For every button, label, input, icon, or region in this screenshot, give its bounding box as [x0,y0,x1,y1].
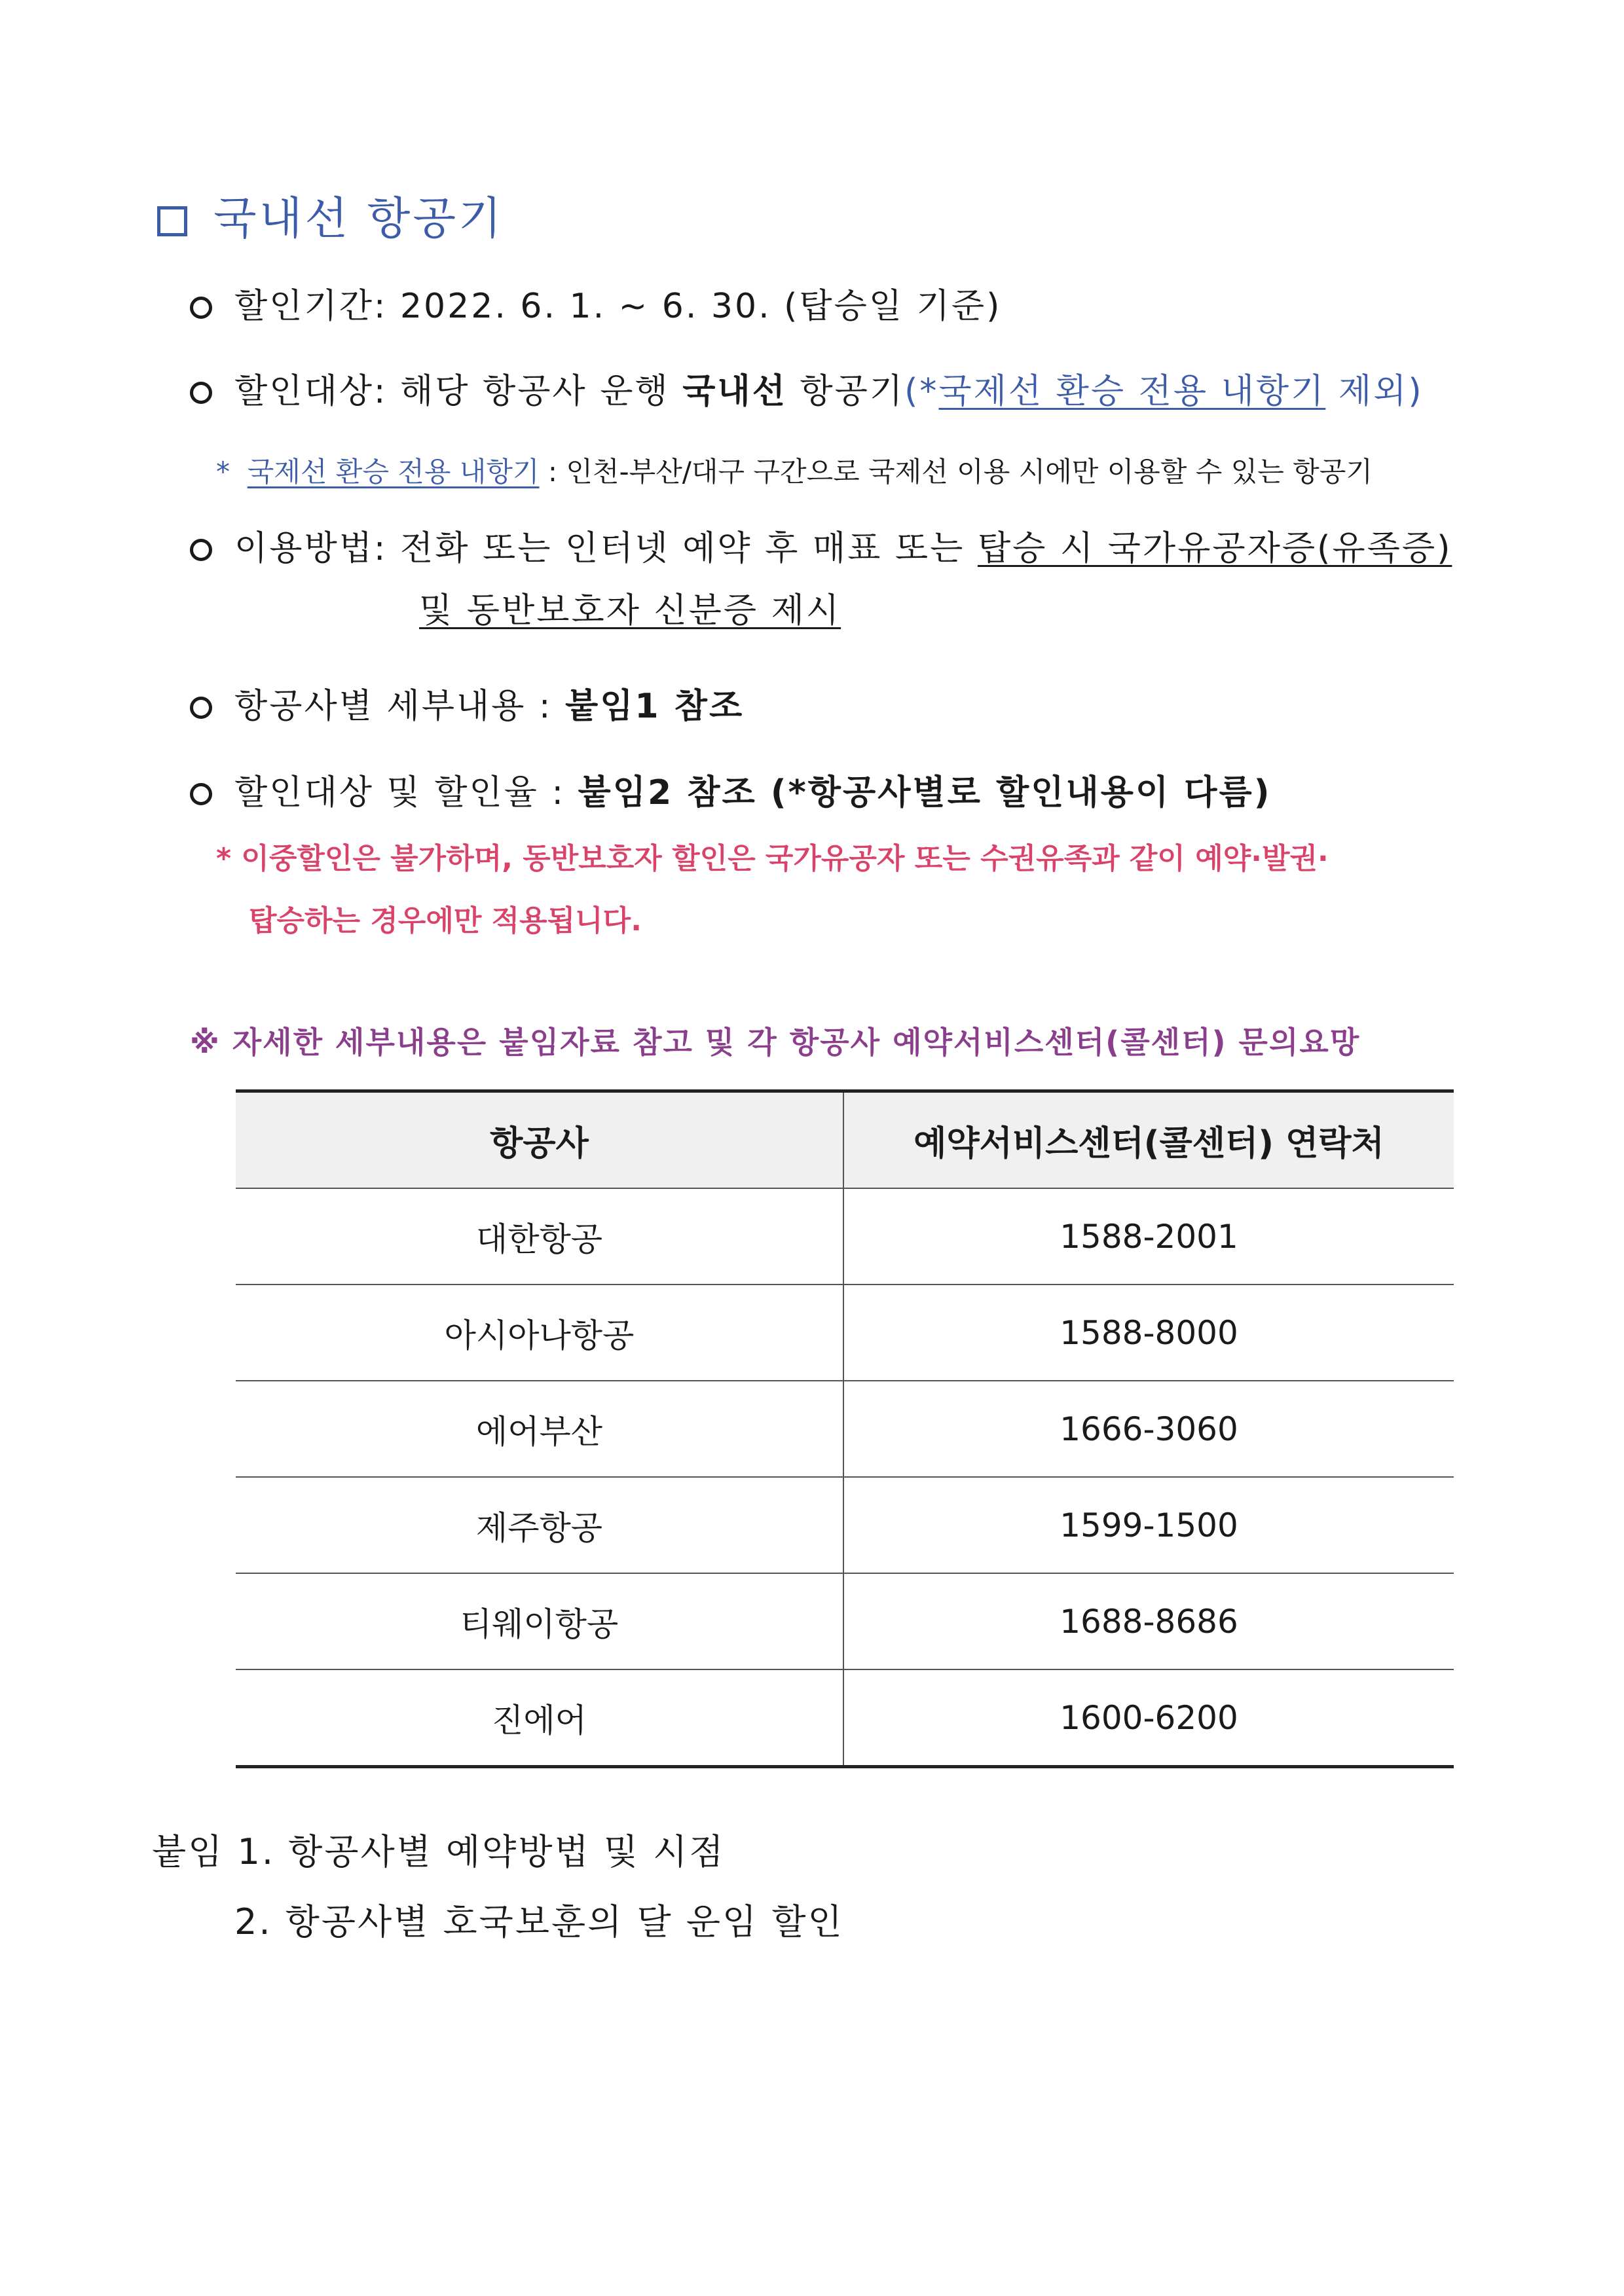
table-row [236,1381,1454,1477]
header-airline: 항공사 [236,1091,843,1189]
circle-bullet-icon [190,297,212,319]
bullet-period: 할인기간: 2022. 6. 1. ~ 6. 30. (탑승일 기준) [190,278,1001,327]
phone-cell: 1688-8686 [843,1573,1454,1669]
circle-bullet-icon [190,539,212,561]
footnote-transfer: * 국제선 환승 전용 내항기 : 인천-부산/대구 구간으로 국제선 이용 시에만 이용할 수 있는 항공기 [216,456,1373,488]
warning-line1: * 이중할인은 불가하며, 동반보호자 할인은 국가유공자 또는 수권유족과 같이 예약·발권· [216,842,1329,875]
bullet-rate: 할인대상 및 할인율 : 붙임2 참조 (*항공사별로 할인내용이 다름) [190,765,1272,814]
phone-cell: 1666-3060 [843,1381,1454,1477]
table-header-row [236,1091,1454,1189]
circle-bullet-icon [190,382,212,404]
airline-cell: 진에어 [236,1669,843,1767]
callcenter-table [236,1089,1454,1768]
phone-cell: 1600-6200 [843,1669,1454,1767]
attachment-2: 2. 항공사별 호국보훈의 달 운임 할인 [234,1901,844,1942]
bullet-method: 이용방법: 전화 또는 인터넷 예약 후 매표 또는 탑승 시 국가유공자증(유족증) [190,520,1452,570]
intl-transfer-link: 국제선 환승 전용 내항기 [938,372,1326,411]
airline-cell: 제주항공 [236,1477,843,1573]
phone-cell: 1588-8000 [843,1285,1454,1381]
table-row [236,1669,1454,1767]
header-contact: 예약서비스센터(콜센터) 연락처 [843,1091,1454,1189]
notice-callcenter: ※ 자세한 세부내용은 붙임자료 참고 및 각 항공사 예약서비스센터(콜센터) 문의요망 [190,1025,1361,1060]
phone-cell: 1599-1500 [843,1477,1454,1573]
bullet-target: 할인대상: 해당 항공사 운행 국내선 항공기(*국제선 환승 전용 내항기 제외) [190,363,1424,412]
airline-cell: 티웨이항공 [236,1573,843,1669]
section-title: 국내선 항공기 [157,183,504,247]
airline-cell: 에어부산 [236,1381,843,1477]
table-row [236,1188,1454,1285]
table-row [236,1285,1454,1381]
warning-line2: 탑승하는 경우에만 적용됩니다. [249,904,642,938]
circle-bullet-icon [190,783,212,805]
airline-cell: 대한항공 [236,1188,843,1285]
circle-bullet-icon [190,697,212,719]
attachment-1: 붙임 1. 항공사별 예약방법 및 시점 [152,1831,726,1872]
phone-cell: 1588-2001 [843,1188,1454,1285]
table-row [236,1477,1454,1573]
bullet-method-cont: 및 동반보호자 신분증 제시 [419,591,841,630]
checkbox-square-icon [157,206,187,236]
table-row [236,1573,1454,1669]
airline-cell: 아시아나항공 [236,1285,843,1381]
bullet-detail: 항공사별 세부내용 : 붙임1 참조 [190,678,744,727]
